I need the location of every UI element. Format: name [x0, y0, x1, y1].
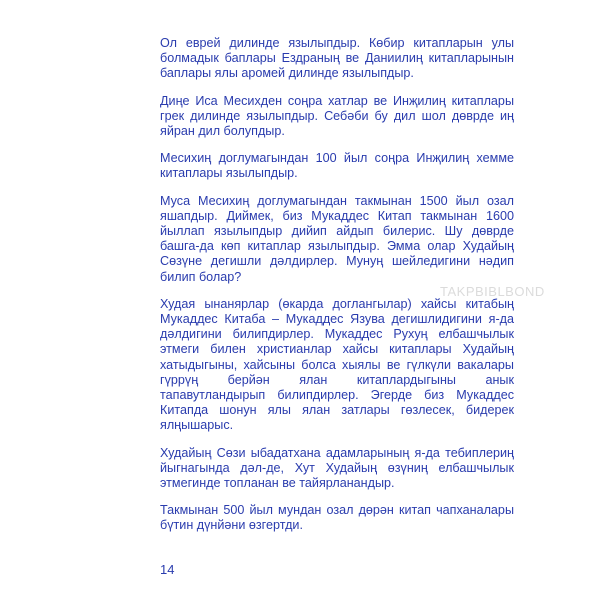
page-number: 14 — [160, 562, 175, 577]
paragraph-6: Худайың Сөзи ыбадатхана адамларының я-да тебиплериң йыгнагында дәл-де, Хут Худайың өзүниң елбашчылык этмегинде топланан ве тайярланандыр. — [160, 445, 514, 491]
paragraph-1: Ол еврей дилинде язылыпдыр. Көбир китапларын улы болмадык баплары Ездраның ве Даниилиң китапларынын баплары ялы аромей дилинде язылыпдыр. — [160, 36, 514, 81]
paragraph-4: Муса Месихиң доглумагындан такмынан 1500 йыл озал яшапдыр. Диймек, биз Мукаддес Китап такмынан 1600 йыллап язылыпдыр дийип айдып билерис. Шу дөврде башга-да көп китаплар язылыпдыр. Эмма олар Худайың Сөзүне дегишли дәлдирлер. Мунуң шейледигини нәдип билип болар? — [160, 193, 514, 284]
body-text — [160, 36, 514, 546]
paragraph-2: Диңе Иса Месихден соңра хатлар ве Инҗилиң китаплары грек дилинде язылыпдыр. Себәби бу дил шол дөврде иң яйран дил болупдыр. — [160, 93, 514, 139]
paragraph-5: Худая ынанярлар (өкарда доглангылар) хайсы китабың Мукаддес Китаба – Мукаддес Язува дегишлидигини я-да дәлдигини билипдирлер. Мукаддес Рухуң елбашчылык этмеги билен христианлар хайсы китаплары Худайың хатыдыгыны, хайсыны болса хыялы ве гүлкүли вакалары гүррүң берйән ялан китаплардыгыны анык тапавутландырып билипдирлер. Эгерде биз Мукаддес Китапда шонун ялы ялан затлары гөзлесек, бидерек ялңышарыс. — [160, 296, 514, 433]
paragraph-3: Месихиң доглумагындан 100 йыл соңра Инҗилиң хемме китаплары язылыпдыр. — [160, 151, 514, 181]
watermark: TAKPBIBLBOND — [440, 284, 545, 299]
paragraph-7: Такмынан 500 йыл мундан озал дөрән китап чапханалары бүтин дүнйәни өзгертди. — [160, 503, 514, 533]
